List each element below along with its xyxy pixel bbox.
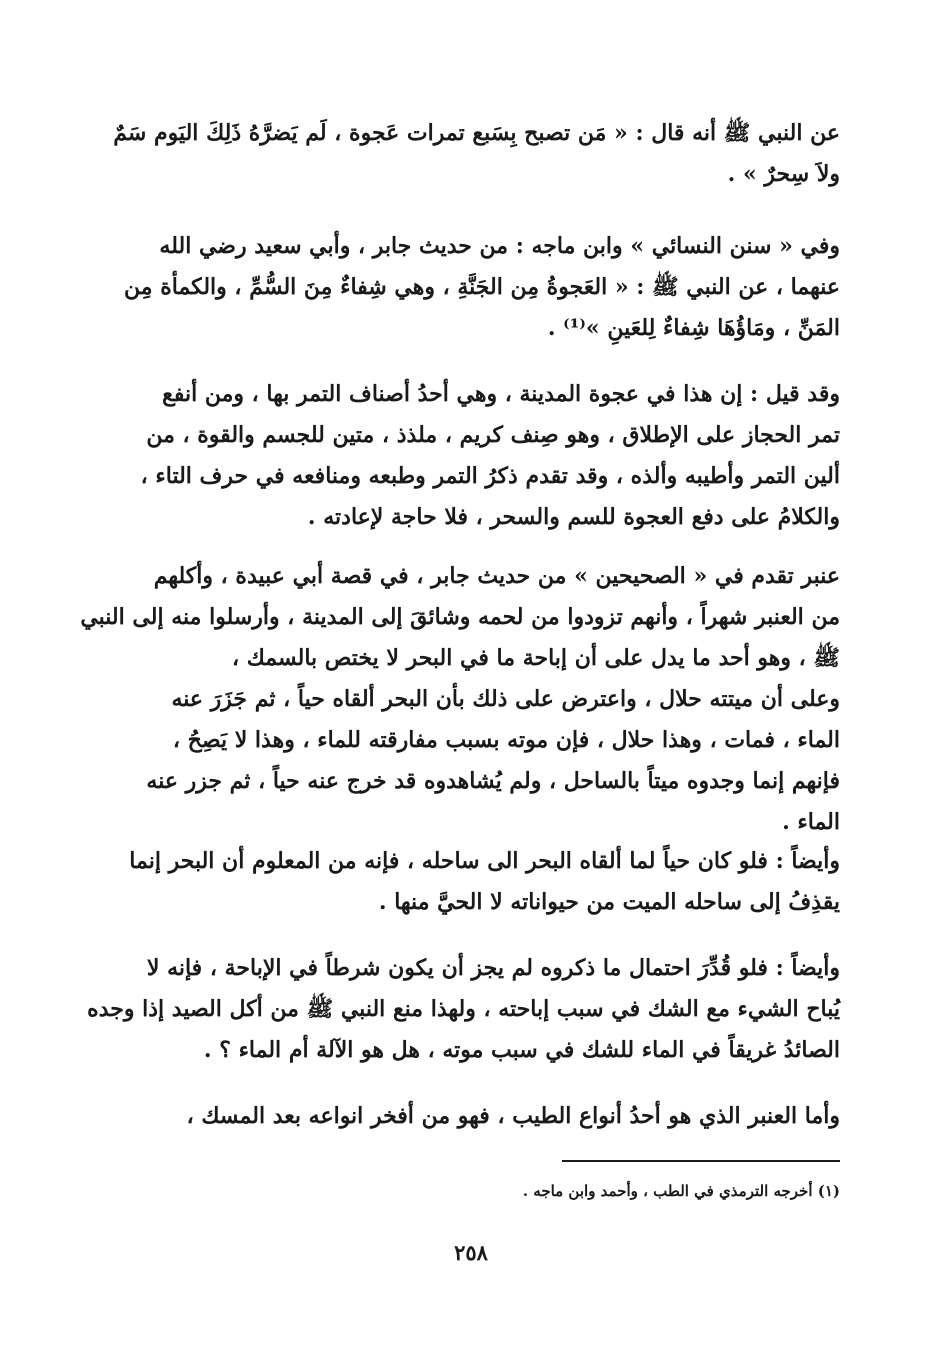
text-line: وعلى أن ميتته حلال ، واعترض على ذلك بأن البحر ألقاه حياً ، ثم جَزَرَ عنه [171, 686, 840, 712]
text-line: وفي « سنن النسائي » وابن ماجه : من حديث جابر ، وأبي سعيد رضي الله [159, 233, 840, 259]
text-line: ألين التمر وأطيبه وألذه ، وقد تقدم ذكرُ التمر وطبعه ومنافعه في حرف التاء ، [140, 463, 840, 489]
text-line: وقد قيل : إن هذا في عجوة المدينة ، وهي أحدُ أصناف التمر بها ، ومن أنفع [162, 381, 840, 407]
text-line: الصائدُ غريقاً في الماء للشك في سبب موته ، هل هو الآلة أم الماء ؟ . [203, 1037, 840, 1063]
text-line: يُباح الشيء مع الشك في سبب إباحته ، ولهذا منع النبي ﷺ من أكل الصيد إذا وجده [87, 996, 840, 1022]
text-line: المَنِّ ، ومَاؤُهَا شِفاءٌ لِلعَينِ »⁽¹⁾ . [547, 315, 840, 341]
page-number: ٢٥٨ [454, 1240, 488, 1265]
text-line: عنهما ، عن النبي ﷺ : « العَجوةُ مِن الجَنَّةِ ، وهي شِفاءٌ مِنَ السُّمِّ ، والكمأة مِن [124, 274, 840, 300]
text-line: من العنبر شهراً ، وأنهم تزودوا من لحمه وشائقَ إلى المدينة ، وأرسلوا منه إلى النبي [80, 604, 840, 630]
paragraph-ajwa-description [128, 374, 840, 538]
text-line: وأما العنبر الذي هو أحدُ أنواع الطيب ، فهو من أفخر انواعه بعد المسك ، [186, 1103, 840, 1129]
paragraph-ambergris [80, 556, 840, 843]
text-line: فإنهم إنما وجدوه ميتاً بالساحل ، ولم يُشاهدوه قد خرج عنه حياً ، ثم جزر عنه [146, 768, 840, 794]
text-line: وأيضاً : فلو كان حياً لما ألقاه البحر الى ساحله ، فإنه من المعلوم أن البحر إنما [129, 848, 840, 874]
text-line: ﷺ ، وهو أحد ما يدل على أن إباحة ما في البحر لا يختص بالسمك ، [231, 645, 840, 671]
paragraph-nasai-hadith [124, 226, 840, 349]
paragraph-also-2 [87, 948, 840, 1071]
text-line: ولاَ سِحرٌ » . [727, 161, 840, 187]
footnote-divider [562, 1160, 840, 1162]
paragraph-also-1 [128, 841, 840, 923]
text-line: والكلامُ على دفع العجوة للسم والسحر ، فلا حاجة لإعادته . [307, 504, 840, 530]
text-line: عنبر تقدم في « الصحيحين » من حديث جابر ، في قصة أبي عبيدة ، وأكلهم [153, 563, 840, 589]
text-line: الماء ، فمات ، وهذا حلال ، فإن موته بسبب مفارقته للماء ، وهذا لا يَصِحُ ، [172, 727, 840, 753]
text-line: وأيضاً : فلو قُدِّرَ احتمال ما ذكروه لم يجز أن يكون شرطاً في الإباحة ، فإنه لا [146, 955, 840, 981]
text-line: الماء . [782, 809, 840, 835]
text-line: عن النبي ﷺ أنه قال : « مَن تصبح بِسَبع تمرات عَجوة ، لَم يَضرَّهُ ذَلِكَ اليَوم سَمٌ [113, 120, 840, 146]
paragraph-ambergris-perfume [128, 1096, 840, 1137]
footnote: (١) أخرجه الترمذي في الطب ، وأحمد وابن ماجه . [522, 1182, 840, 1200]
text-line: يقذِفُ إلى ساحله الميت من حيواناته لا الحيَّ منها . [378, 889, 840, 915]
text-line: تمر الحجاز على الإطلاق ، وهو صِنف كريم ، ملذذ ، متين للجسم والقوة ، من [146, 422, 840, 448]
paragraph-ajwa-hadith [113, 113, 840, 195]
